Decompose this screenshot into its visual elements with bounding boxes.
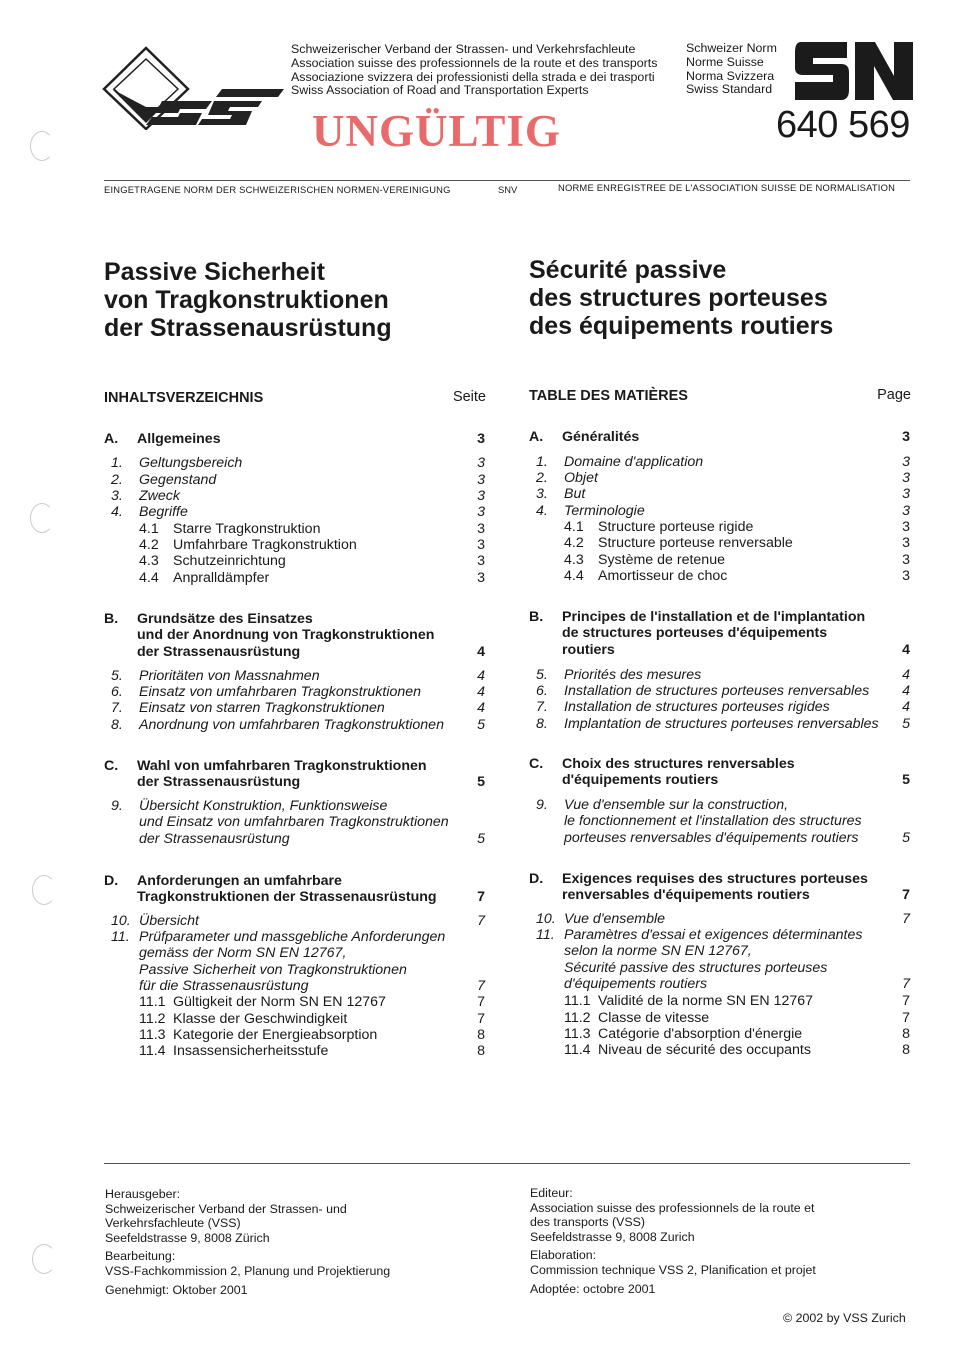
toc-entry-line: le fonctionnement et l'installation des structures: [564, 813, 862, 830]
toc-entry-number: 4.: [111, 504, 123, 520]
toc-entry-line: Structure porteuse renversable: [598, 535, 793, 551]
toc-entry-number: 11.2: [139, 1011, 166, 1027]
toc-entry-page: 3: [477, 537, 485, 553]
toc-entry-title: [529, 871, 910, 904]
toc-entry-number: A.: [529, 429, 544, 445]
toc-entry-title: [529, 519, 910, 535]
toc-entry: [104, 521, 485, 537]
title-line: der Strassenausrüstung: [104, 314, 392, 342]
toc-entry-line: Sécurité passive des structures porteuses: [564, 959, 828, 976]
toc-entry-title: [104, 929, 485, 995]
toc-entry: [529, 927, 910, 993]
toc-entry-line: porteuses renversables d'équipements routiers: [564, 829, 859, 846]
registration-note-de: EINGETRAGENE NORM DER SCHWEIZERISCHEN NORMEN-VEREINIGUNG: [104, 184, 451, 195]
toc-entry-line: der Strassenausrüstung: [137, 643, 301, 660]
title-line: Passive Sicherheit: [104, 258, 325, 286]
toc-entry-number: 11.1: [564, 993, 591, 1009]
toc-entry-title: [104, 537, 485, 553]
toc-entry-number: 4.3: [564, 552, 584, 568]
toc-entry-line: Système de retenue: [598, 552, 725, 568]
toc-entry-title: [529, 535, 910, 551]
toc-entry-title: [529, 716, 910, 732]
toc-entry-number: 11.4: [139, 1043, 166, 1059]
toc-entry-number: 4.2: [564, 535, 584, 551]
toc-entry-title: [104, 488, 485, 504]
french-column: [529, 0, 919, 1372]
toc-entry-page: 5: [477, 830, 485, 847]
toc-entry-number: 2.: [536, 470, 548, 486]
norm-label: Swiss Standard: [686, 82, 773, 97]
toc-entry: [529, 1042, 910, 1058]
toc-entry: [104, 994, 485, 1010]
toc-entry-number: 11.3: [139, 1027, 166, 1043]
toc-entry: [104, 913, 485, 929]
publisher-block-de: [105, 1187, 390, 1297]
toc-entry-number: 11.4: [564, 1042, 591, 1058]
toc-entry-line: Übersicht Konstruktion, Funktionsweise: [139, 798, 388, 814]
toc-entry-title: [104, 758, 485, 791]
toc-entry-line: Begriffe: [139, 504, 188, 520]
toc-entry-number: A.: [104, 431, 119, 447]
toc-heading-fr: TABLE DES MATIÈRES: [529, 388, 688, 404]
toc-entry-line: Prioritäten von Massnahmen: [139, 668, 320, 684]
toc-entry-number: 7.: [536, 699, 548, 715]
copyright: © 2002 by VSS Zurich: [783, 1311, 906, 1325]
toc-entry-title: [529, 568, 910, 584]
toc-entry-number: 11.2: [564, 1010, 591, 1026]
toc-entry-title: [104, 521, 485, 537]
toc-entry-line: Tragkonstruktionen der Strassenausrüstung: [137, 889, 437, 906]
toc-entry-line: Structure porteuse rigide: [598, 519, 754, 535]
toc-entry-page: 3: [477, 472, 485, 488]
toc-entry-line: Généralités: [562, 429, 640, 445]
toc-entry: [104, 570, 485, 586]
toc-entry-title: [104, 472, 485, 488]
toc-entry-page: 3: [477, 521, 485, 537]
toc-entry-page: 5: [477, 717, 485, 733]
toc-entry: [104, 488, 485, 504]
toc-entry-title: [104, 504, 485, 520]
publisher-block-fr: [530, 1186, 816, 1296]
toc-entry: [529, 756, 910, 789]
toc-entry-line: Principes de l'installation et de l'implantation: [562, 609, 866, 625]
toc-entry-title: [104, 684, 485, 700]
toc-entry-page: 7: [477, 889, 485, 906]
toc-entry-line: Gültigkeit der Norm SN EN 12767: [173, 994, 386, 1010]
toc-entry-line: de structures porteuses d'équipements: [562, 625, 828, 642]
toc-entry-number: 1.: [536, 454, 548, 470]
toc-entry-line: für die Strassenausrüstung: [139, 978, 309, 995]
toc-entry-page: 8: [477, 1043, 485, 1059]
association-line: Association suisse des professionnels de la route et des transports: [291, 55, 658, 70]
toc-entry-number: 8.: [111, 717, 123, 733]
toc-entry: [104, 455, 485, 471]
toc-entry-line: Terminologie: [564, 503, 645, 519]
norm-label: Schweizer Norm: [686, 41, 777, 55]
punch-hole-4: [32, 1244, 56, 1274]
toc-entry: [529, 503, 910, 519]
toc-entry-title: [104, 611, 485, 660]
toc-entry-number: 10.: [536, 911, 556, 927]
toc-entry: [104, 929, 485, 995]
toc-entry-title: [104, 431, 485, 447]
toc-entry-title: [104, 798, 485, 847]
toc-entry: [104, 873, 485, 906]
toc-entry-line: Priorités des mesures: [564, 667, 702, 683]
toc-entry-line: der Strassenausrüstung: [137, 774, 301, 791]
footer-rule: [104, 1163, 910, 1164]
toc-entry-page: 7: [902, 1010, 910, 1026]
toc-entry-line: Übersicht: [139, 913, 199, 929]
toc-entry-number: 11.: [536, 927, 555, 943]
toc-entry-page: 7: [477, 994, 485, 1010]
toc-entry-number: B.: [104, 611, 119, 627]
punch-hole-1: [30, 131, 54, 161]
toc-entry-page: 3: [477, 488, 485, 504]
toc-entry-page: 3: [902, 486, 910, 502]
toc-entry-title: [529, 797, 910, 846]
toc-entry-line: Validité de la norme SN EN 12767: [598, 993, 814, 1009]
toc-entry-title: [529, 470, 910, 486]
toc-entry-line: d'équipements routiers: [562, 772, 719, 789]
toc-entry-line: Anpralldämpfer: [173, 570, 270, 586]
toc-entry: [104, 668, 485, 684]
toc-entry-number: C.: [104, 758, 119, 774]
toc-entry-line: Niveau de sécurité des occupants: [598, 1042, 811, 1058]
toc-entry-line: Zweck: [139, 488, 180, 504]
toc-entry-title: [104, 717, 485, 733]
toc-entry-line: Objet: [564, 470, 598, 486]
norm-label: Norme Suisse: [686, 54, 764, 69]
toc-entry-title: [529, 609, 910, 658]
toc-entry-page: 4: [477, 700, 485, 716]
toc-entry-line: Anforderungen an umfahrbare: [137, 873, 342, 889]
association-line: Associazione svizzera dei professionisti della strada e dei trasporti: [291, 69, 655, 84]
toc-entry-page: 7: [902, 976, 910, 993]
toc-entry-page: 3: [902, 429, 910, 445]
page-heading-fr: Page: [877, 387, 911, 403]
toc-entry-number: 9.: [536, 797, 548, 813]
invalid-stamp: UNGÜLTIG: [312, 106, 561, 156]
toc-entry-title: [529, 454, 910, 470]
punch-hole-2: [30, 503, 54, 533]
toc-entry-title: [104, 570, 485, 586]
footer-line: Seefeldstrasse 9, 8008 Zürich: [105, 1230, 270, 1245]
toc-entry-page: 7: [477, 978, 485, 995]
toc-entry-line: renversables d'équipements routiers: [562, 887, 810, 904]
toc-entry-line: Implantation de structures porteuses renversables: [564, 716, 879, 732]
toc-entry: [529, 552, 910, 568]
toc-entry-title: [529, 927, 910, 993]
toc-entry-page: 5: [902, 772, 910, 789]
toc-entry-number: 4.4: [564, 568, 584, 584]
toc-entry-line: Gegenstand: [139, 472, 217, 488]
toc-entry-title: [529, 667, 910, 683]
toc-entry-title: [104, 455, 485, 471]
toc-entry: [104, 472, 485, 488]
title-line: des équipements routiers: [529, 312, 834, 340]
toc-entry-page: 7: [477, 913, 485, 929]
toc-entry-title: [529, 429, 910, 445]
toc-entry-line: selon la norme SN EN 12767,: [564, 943, 752, 960]
toc-entry-page: 3: [477, 570, 485, 586]
toc-entry-title: [529, 911, 910, 927]
toc-entry-title: [529, 486, 910, 502]
toc-entry-page: 7: [902, 911, 910, 927]
toc-entry-title: [104, 913, 485, 929]
toc-entry: [104, 758, 485, 791]
toc-entry-title: [104, 700, 485, 716]
toc-entry-line: Anordnung von umfahrbaren Tragkonstruktionen: [139, 717, 444, 733]
footer-line: Schweizerischer Verband der Strassen- und: [105, 1201, 347, 1216]
toc-entry-number: 11.1: [139, 994, 166, 1010]
toc-entry-page: 3: [902, 552, 910, 568]
title-line: von Tragkonstruktionen: [104, 286, 389, 314]
toc-entry-page: 3: [902, 470, 910, 486]
toc-entry-line: Prüfparameter und massgebliche Anforderungen: [139, 929, 446, 945]
toc-entry-line: der Strassenausrüstung: [139, 830, 290, 847]
footer-line: Elaboration:: [530, 1248, 597, 1263]
toc-entry-number: 5.: [536, 667, 548, 683]
toc-entry-page: 3: [902, 535, 910, 551]
toc-entry-page: 4: [902, 641, 910, 658]
toc-entry-line: Umfahrbare Tragkonstruktion: [173, 537, 357, 553]
toc-entry-title: [104, 553, 485, 569]
toc-entry: [529, 871, 910, 904]
toc-entry: [529, 470, 910, 486]
toc-entry-line: Schutzeinrichtung: [173, 553, 286, 569]
toc-entry-page: 3: [902, 519, 910, 535]
toc-entry-number: 4.1: [139, 521, 159, 537]
toc-entry-line: Vue d'ensemble: [564, 911, 666, 927]
toc-entry-page: 3: [477, 431, 485, 447]
toc-entry: [104, 1011, 485, 1027]
toc-entry: [104, 504, 485, 520]
toc-entry-line: Einsatz von umfahrbaren Tragkonstruktionen: [139, 684, 422, 700]
toc-entry-line: Exigences requises des structures porteuses: [562, 871, 868, 887]
toc-entry-page: 7: [902, 887, 910, 904]
toc-entry-line: Wahl von umfahrbaren Tragkonstruktionen: [137, 758, 427, 774]
toc-entry-line: Amortisseur de choc: [598, 568, 728, 584]
footer-line: VSS-Fachkommission 2, Planung und Projektierung: [105, 1263, 391, 1278]
toc-entry-line: routiers: [562, 641, 615, 658]
footer-line: Genehmigt: Oktober 2001: [105, 1282, 248, 1297]
footer-line: Herausgeber:: [105, 1187, 181, 1201]
toc-entry-number: 4.4: [139, 570, 159, 586]
toc-entry-line: Paramètres d'essai et exigences déterminantes: [564, 927, 863, 943]
toc-entry-line: Einsatz von starren Tragkonstruktionen: [139, 700, 385, 716]
association-line: Swiss Association of Road and Transportation Experts: [291, 83, 589, 98]
toc-entry: [529, 429, 910, 445]
toc-entry-page: 5: [477, 774, 485, 791]
toc-entry-line: Geltungsbereich: [139, 455, 243, 471]
toc-entry-page: 7: [477, 1011, 485, 1027]
toc-entry-line: Classe de vitesse: [598, 1010, 710, 1026]
toc-entry-number: 6.: [536, 683, 548, 699]
footer-line: Adoptée: octobre 2001: [530, 1281, 656, 1296]
toc-entry-number: 8.: [536, 716, 548, 732]
toc-entry-number: C.: [529, 756, 544, 772]
toc-entry-line: gemäss der Norm SN EN 12767,: [139, 945, 347, 962]
toc-entry-page: 8: [477, 1027, 485, 1043]
title-line: Sécurité passive: [529, 256, 727, 284]
toc-entry: [529, 568, 910, 584]
toc-entry-page: 4: [902, 699, 910, 715]
toc-entry-number: 11.: [111, 929, 130, 945]
toc-entry-page: 5: [902, 829, 910, 846]
toc-entry: [529, 535, 910, 551]
toc-entry: [529, 683, 910, 699]
toc-entry-number: 4.2: [139, 537, 159, 553]
toc-entry-line: Catégorie d'absorption d'énergie: [598, 1026, 803, 1042]
title-de: [104, 258, 392, 342]
toc-entry-line: Klasse der Geschwindigkeit: [173, 1011, 348, 1027]
toc-entry-line: Grundsätze des Einsatzes: [137, 611, 313, 627]
footer-line: Bearbeitung:: [105, 1249, 176, 1264]
toc-entry-line: Insassensicherheitsstufe: [173, 1043, 329, 1059]
toc-entry-line: und Einsatz von umfahrbaren Tragkonstruktionen: [139, 814, 449, 831]
toc-entry-page: 8: [902, 1042, 910, 1058]
toc-entry-page: 4: [477, 684, 485, 700]
toc-entry-number: 9.: [111, 798, 123, 814]
toc-entry-page: 8: [902, 1026, 910, 1042]
toc-entry: [529, 519, 910, 535]
toc-entry-title: [529, 503, 910, 519]
toc-entry-page: 7: [902, 993, 910, 1009]
toc-entry-page: 3: [477, 553, 485, 569]
toc-entry-line: Installation de structures porteuses renversables: [564, 683, 870, 699]
page-heading-de: Seite: [452, 389, 486, 405]
registration-note-fr: NORME ENREGISTREE DE L'ASSOCIATION SUISSE DE NORMALISATION: [558, 182, 896, 193]
german-column: [104, 0, 494, 1372]
toc-entry-number: D.: [104, 873, 119, 889]
toc-entry-number: 6.: [111, 684, 123, 700]
toc-entry: [104, 537, 485, 553]
toc-entry: [529, 699, 910, 715]
toc-entry-line: Kategorie der Energieabsorption: [173, 1027, 378, 1043]
toc-entry-line: Vue d'ensemble sur la construction,: [564, 797, 789, 813]
toc-entry: [529, 1026, 910, 1042]
toc-entry-number: 7.: [111, 700, 123, 716]
toc-entry: [104, 798, 485, 847]
toc-entry-number: 3.: [111, 488, 123, 504]
toc-entry-line: und der Anordnung von Tragkonstruktionen: [137, 627, 435, 644]
toc-entry-line: d'équipements routiers: [564, 976, 708, 993]
toc-entry: [529, 454, 910, 470]
toc-entry: [529, 911, 910, 927]
title-fr: [529, 256, 833, 340]
toc-heading-de: INHALTSVERZEICHNIS: [104, 390, 264, 406]
toc-entry-page: 3: [902, 503, 910, 519]
toc-entry: [529, 1010, 910, 1026]
toc-entry: [104, 1027, 485, 1043]
toc-entry: [104, 431, 485, 447]
footer-line: Association suisse des professionnels de la route et: [530, 1200, 815, 1215]
toc-entry-title: [104, 873, 485, 906]
punch-hole-3: [32, 875, 56, 905]
toc-entry-title: [529, 699, 910, 715]
toc-entry: [104, 717, 485, 733]
toc-entry: [529, 993, 910, 1009]
toc-entry-page: 3: [902, 454, 910, 470]
toc-entry-title: [104, 668, 485, 684]
toc-entry-title: [529, 756, 910, 789]
toc-entry-page: 3: [477, 455, 485, 471]
toc-entry-line: Domaine d'application: [564, 454, 704, 470]
toc-entry-page: 3: [477, 504, 485, 520]
toc-entry: [104, 553, 485, 569]
toc-entry-line: Choix des structures renversables: [562, 756, 795, 772]
toc-entry-page: 5: [902, 716, 910, 732]
norm-label: Norma Svizzera: [686, 68, 775, 83]
toc-entry: [104, 1043, 485, 1059]
toc-entry-number: B.: [529, 609, 544, 625]
association-line: Schweizerischer Verband der Strassen- und Verkehrsfachleute: [291, 42, 636, 56]
toc-entry-line: Allgemeines: [137, 431, 221, 447]
toc-entry-line: But: [564, 486, 586, 502]
toc-entry-number: 1.: [111, 455, 123, 471]
footer-line: Seefeldstrasse 9, 8008 Zurich: [530, 1229, 695, 1244]
toc-entry: [529, 797, 910, 846]
toc-entry-number: 3.: [536, 486, 548, 502]
toc-entry: [104, 700, 485, 716]
toc-entry-line: Passive Sicherheit von Tragkonstruktionen: [139, 961, 407, 978]
toc-entry-number: D.: [529, 871, 544, 887]
toc-entry-number: 4.: [536, 503, 548, 519]
title-line: des structures porteuses: [529, 284, 828, 312]
toc-entry-number: 10.: [111, 913, 131, 929]
toc-entry-page: 4: [477, 643, 485, 660]
toc-entry-title: [529, 683, 910, 699]
footer-line: Verkehrsfachleute (VSS): [105, 1216, 241, 1231]
toc-entry: [529, 609, 910, 658]
toc-entry: [104, 611, 485, 660]
toc-entry: [529, 667, 910, 683]
toc-entry-line: Starre Tragkonstruktion: [173, 521, 321, 537]
toc-entry-number: 4.3: [139, 553, 159, 569]
snv-label: SNV: [498, 184, 518, 195]
toc-entry-page: 3: [902, 568, 910, 584]
toc-entry-number: 5.: [111, 668, 123, 684]
toc-entry-number: 2.: [111, 472, 123, 488]
toc-entry-page: 4: [902, 683, 910, 699]
toc-entry-number: 11.3: [564, 1026, 591, 1042]
toc-entry-page: 4: [902, 667, 910, 683]
toc-entry: [529, 486, 910, 502]
toc-entry: [104, 684, 485, 700]
toc-entry-page: 4: [477, 668, 485, 684]
footer-line: Commission technique VSS 2, Planification et projet: [530, 1262, 816, 1277]
footer-line: des transports (VSS): [530, 1215, 646, 1230]
toc-entry-title: [529, 552, 910, 568]
toc-entry-number: 4.1: [564, 519, 584, 535]
document-number: 640 569: [776, 104, 910, 146]
toc-entry: [529, 716, 910, 732]
toc-entry-line: Installation de structures porteuses rigides: [564, 699, 830, 715]
footer-line: Editeur:: [530, 1186, 573, 1200]
